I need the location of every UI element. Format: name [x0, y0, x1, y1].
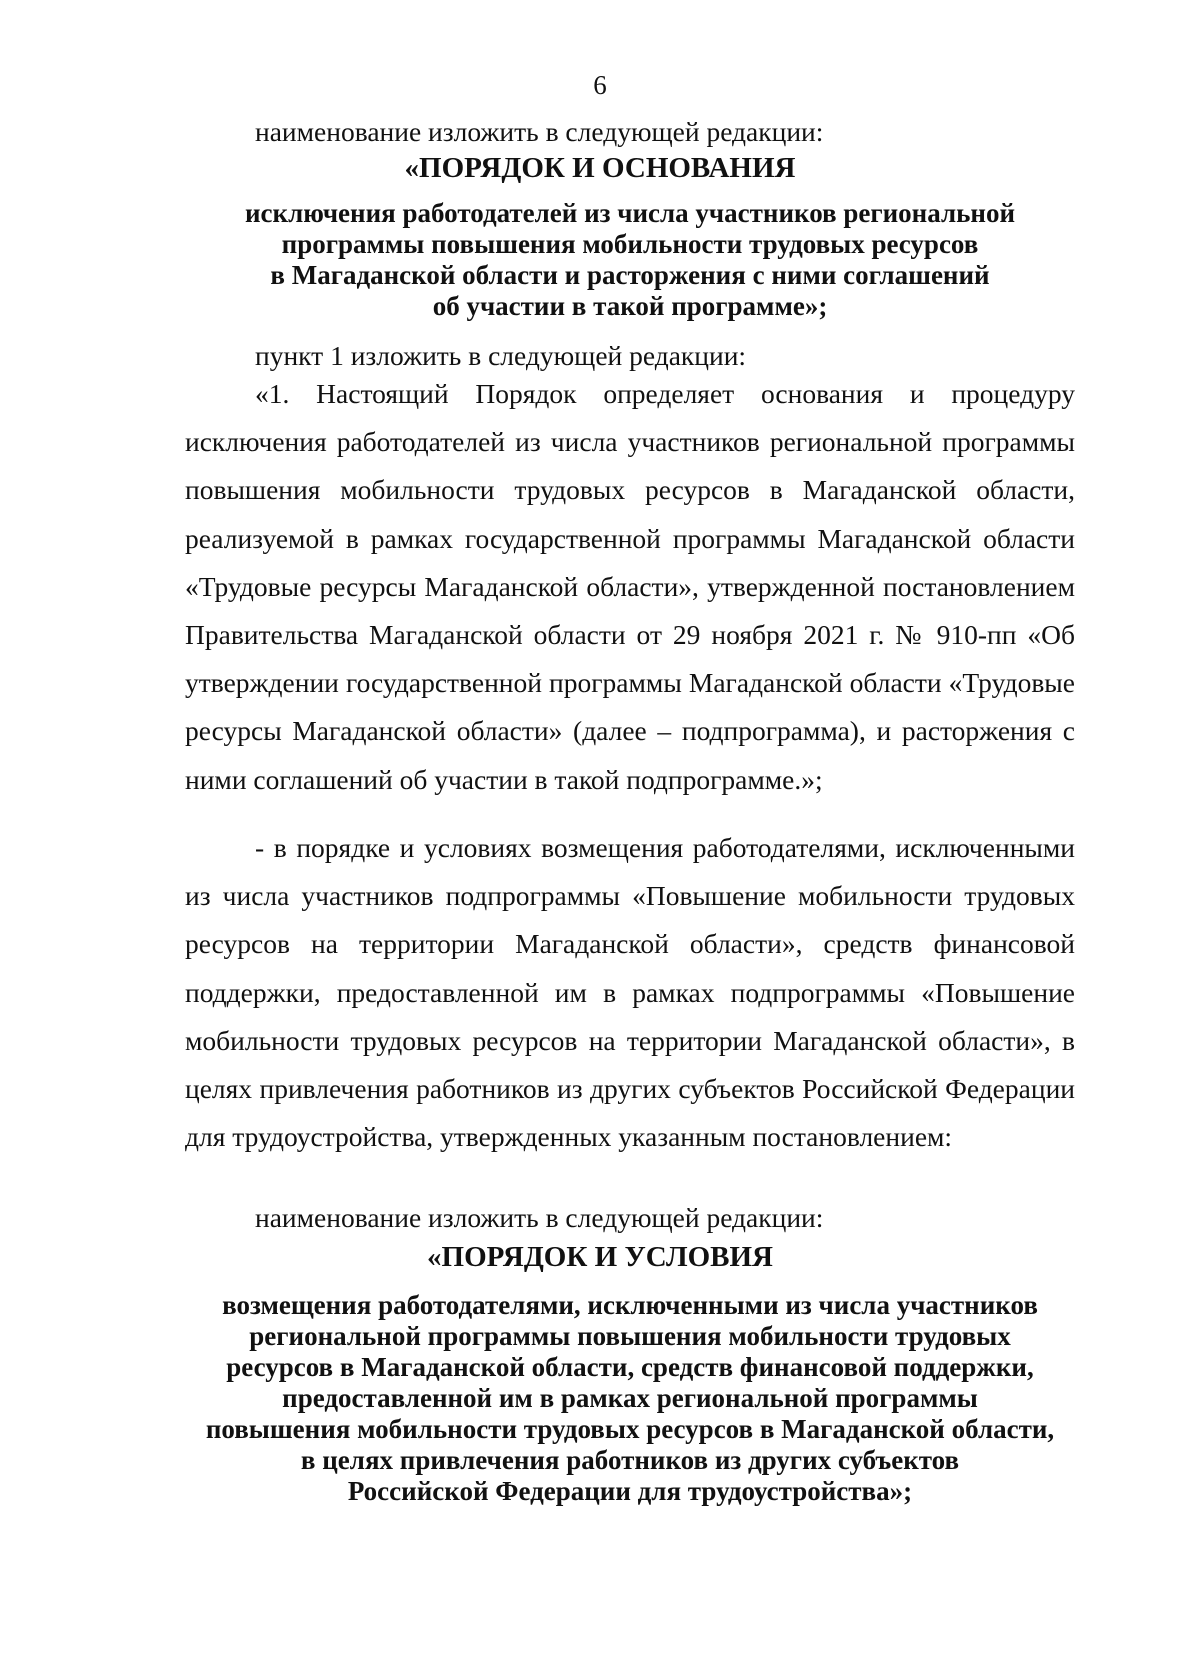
section1-subtitle-line: исключения работодателей из числа участников региональной	[244, 198, 1016, 228]
section2-subtitle-line: ресурсов в Магаданской области, средств финансовой поддержки,	[226, 1352, 1034, 1382]
section2-subtitle-line: возмещения работодателями, исключенными из числа участников	[222, 1290, 1038, 1320]
page-number: 6	[593, 70, 607, 100]
section2-subtitle	[185, 1290, 1075, 1507]
second-paragraph: - в порядке и условиях возмещения работодателями, исключенными из числа участников подпрограммы «Повышение мобильности трудовых ресурсов на территории Магаданской области», средств финансовой поддержки, предоставленной им в рамках подпрограммы «Повышение мобильности трудовых ресурсов на территории Магаданской области», в целях привлечения работников из других субъектов Российской Федерации для трудоустройства, утвержденных указанным постановлением:	[185, 832, 1075, 1153]
section2-subtitle-line: в целях привлечения работников из других субъектов	[300, 1445, 960, 1475]
section2-subtitle-line: повышения мобильности трудовых ресурсов в Магаданской области,	[205, 1414, 1055, 1444]
section2-intro: наименование изложить в следующей редакции:	[255, 1202, 824, 1233]
section1-intro: наименование изложить в следующей редакции:	[255, 116, 824, 147]
point1-body-block	[185, 370, 1075, 804]
section2-subtitle-line: региональной программы повышения мобильности трудовых	[249, 1321, 1011, 1351]
section1-intro-block	[185, 112, 1075, 152]
section1-subtitle-line: в Магаданской области и расторжения с ними соглашений	[270, 260, 990, 290]
section1-subtitle-line: об участии в такой программе»;	[432, 291, 828, 321]
section2-title: «ПОРЯДОК И УСЛОВИЯ	[427, 1241, 773, 1273]
point1-paragraph: «1. Настоящий Порядок определяет основания и процедуру исключения работодателей из числа участников региональной программы повышения мобильности трудовых ресурсов в Магаданской области, реализуемой в рамках государственной программы Магаданской области «Трудовые ресурсы Магаданской области», утвержденной постановлением Правительства Магаданской области от 29 ноября 2021 г. № 910-пп «Об утверждении государственной программы Магаданской области «Трудовые ресурсы Магаданской области» (далее – подпрограмма), и расторжения с ними соглашений об участии в такой подпрограмме.»;	[185, 378, 1075, 795]
section2-intro-block	[185, 1198, 1075, 1238]
section1-subtitle	[185, 198, 1075, 322]
section2-subtitle-line: предоставленной им в рамках региональной программы	[282, 1383, 978, 1413]
section1-subtitle-line: программы повышения мобильности трудовых ресурсов	[281, 229, 979, 259]
second-body-block	[185, 824, 1075, 1161]
point1-intro: пункт 1 изложить в следующей редакции:	[255, 340, 747, 371]
section1-title: «ПОРЯДОК И ОСНОВАНИЯ	[404, 152, 796, 184]
section2-subtitle-line: Российской Федерации для трудоустройства»;	[347, 1476, 913, 1506]
